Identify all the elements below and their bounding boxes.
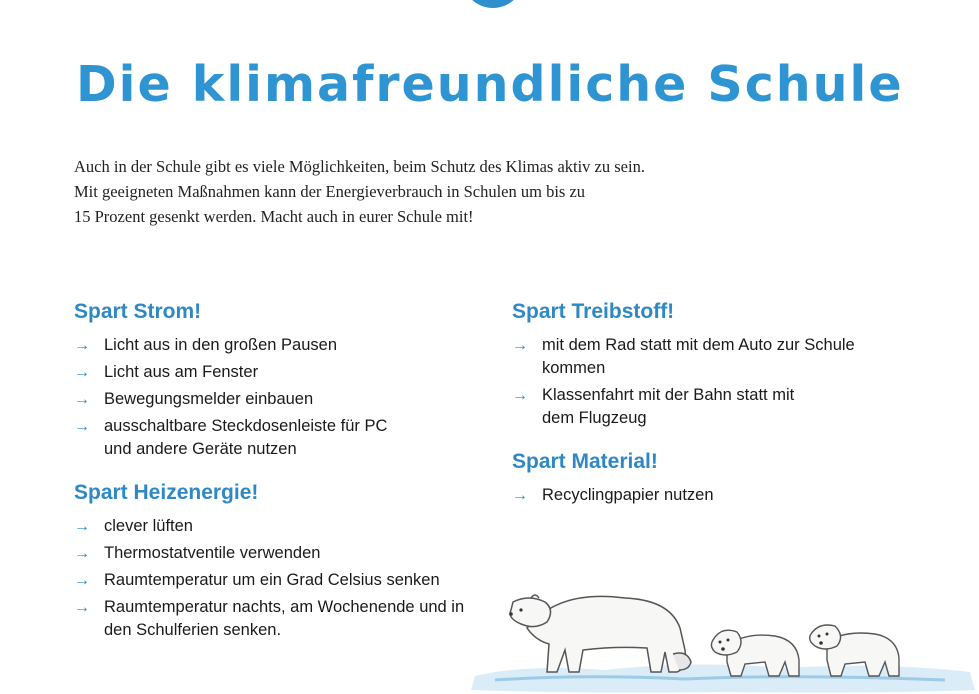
intro-line: Auch in der Schule gibt es viele Möglichkeiten, beim Schutz des Klimas aktiv zu sein. bbox=[74, 157, 645, 176]
list-item-text: ausschaltbare Steckdosenleiste für PC und andere Geräte nutzen bbox=[104, 417, 388, 458]
section-spart-heizenergie bbox=[74, 481, 474, 646]
arrow-right-icon: → bbox=[74, 518, 90, 535]
arrow-right-icon: → bbox=[74, 337, 90, 354]
list-item-text: Bewegungsmelder einbauen bbox=[104, 390, 314, 408]
page-title: Die klimafreundliche Schule bbox=[76, 56, 904, 113]
list-item-text: Klassenfahrt mit der Bahn statt mit dem Flugzeug bbox=[542, 386, 795, 427]
list-item-text: Raumtemperatur um ein Grad Celsius senken bbox=[104, 571, 440, 589]
list-item-text: Licht aus am Fenster bbox=[104, 363, 259, 381]
tip-list bbox=[74, 515, 474, 642]
list-item-text: mit dem Rad statt mit dem Auto zur Schule kommen bbox=[542, 336, 855, 377]
list-item bbox=[512, 384, 822, 430]
section-spart-strom bbox=[74, 300, 474, 465]
list-item bbox=[512, 484, 932, 507]
list-item bbox=[512, 334, 902, 380]
list-item-text: Thermostatventile verwenden bbox=[104, 544, 321, 562]
list-item bbox=[74, 515, 474, 538]
arrow-right-icon: → bbox=[512, 337, 528, 354]
list-item bbox=[74, 542, 474, 565]
list-item bbox=[74, 569, 474, 592]
intro-line: Mit geeigneten Maßnahmen kann der Energieverbrauch in Schulen um bis zu bbox=[74, 182, 586, 201]
intro-paragraph bbox=[74, 154, 774, 229]
arrow-right-icon: → bbox=[512, 487, 528, 504]
polar-bears-illustration bbox=[465, 580, 979, 694]
list-item-text: Raumtemperatur nachts, am Wochenende und in den Schulferien senken. bbox=[104, 598, 465, 639]
intro-line: 15 Prozent gesenkt werden. Macht auch in eurer Schule mit! bbox=[74, 207, 474, 226]
arrow-right-icon: → bbox=[74, 572, 90, 589]
arrow-right-icon: → bbox=[74, 545, 90, 562]
section-heading: Spart Strom! bbox=[74, 300, 202, 323]
list-item-text: clever lüften bbox=[104, 517, 193, 535]
arrow-right-icon: → bbox=[74, 418, 90, 435]
list-item bbox=[74, 334, 404, 357]
section-spart-material bbox=[512, 450, 932, 511]
arrow-right-icon: → bbox=[74, 599, 90, 616]
tip-list bbox=[74, 334, 474, 461]
tip-list bbox=[512, 484, 932, 507]
top-decorative-circle bbox=[462, 0, 524, 8]
arrow-right-icon: → bbox=[74, 391, 90, 408]
list-item bbox=[74, 596, 474, 642]
arrow-right-icon: → bbox=[512, 387, 528, 404]
tip-list bbox=[512, 334, 932, 430]
arrow-right-icon: → bbox=[74, 364, 90, 381]
list-item bbox=[74, 361, 404, 384]
list-item bbox=[74, 415, 404, 461]
list-item-text: Licht aus in den großen Pausen bbox=[104, 336, 337, 354]
section-heading: Spart Heizenergie! bbox=[74, 481, 259, 504]
section-spart-treibstoff bbox=[512, 300, 932, 434]
large-polar-bear bbox=[509, 595, 691, 672]
section-heading: Spart Material! bbox=[512, 450, 658, 473]
list-item-text: Recyclingpapier nutzen bbox=[542, 486, 714, 504]
list-item bbox=[74, 388, 404, 411]
section-heading: Spart Treibstoff! bbox=[512, 300, 675, 323]
